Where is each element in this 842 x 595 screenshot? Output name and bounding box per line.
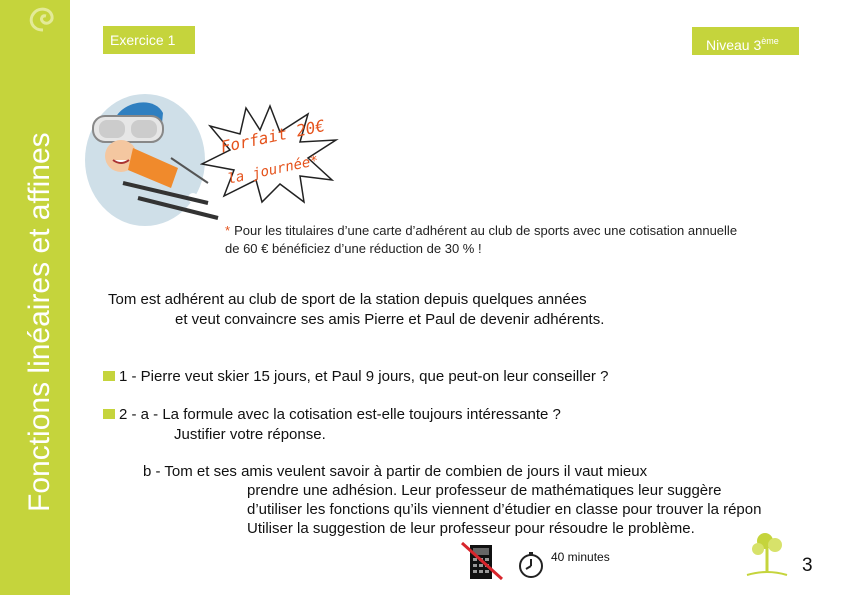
- exercise-tag: [103, 26, 195, 54]
- duration-label: 40 minutes: [551, 550, 610, 564]
- intro-line-2: et veut convaincre ses amis Pierre et Paul de devenir adhérents.: [175, 311, 605, 328]
- footnote-star: *: [225, 223, 231, 238]
- promo-price-text: Forfait 20€: [219, 115, 327, 157]
- exercise-label: Exercice 1: [110, 32, 176, 48]
- question-2a: [103, 405, 561, 445]
- no-calculator-icon: [460, 541, 504, 581]
- bullet-icon: [103, 371, 115, 381]
- bullet-icon: [103, 409, 115, 419]
- sidebar-title: Fonctions linéaires et affines: [23, 132, 56, 512]
- question-2a-justify: Justifier votre réponse.: [174, 426, 326, 443]
- level-superscript: ème: [761, 36, 779, 46]
- clock-icon: [517, 551, 545, 579]
- question-2b-line-4: Utiliser la suggestion de leur professeur pour résoudre le problème.: [247, 520, 695, 537]
- level-tag: [692, 27, 799, 55]
- question-2b-line-3: d’utiliser les fonctions qu’ils viennent d’étudier en classe pour trouver la répon: [247, 501, 762, 518]
- membership-footnote: [225, 222, 745, 258]
- level-label: Niveau 3: [706, 37, 762, 53]
- sidebar: [0, 0, 70, 595]
- tree-logo-icon: [745, 529, 790, 579]
- question-2b: [143, 462, 761, 538]
- question-1-text: 1 - Pierre veut skier 15 jours, et Paul 9 jours, que peut-on leur conseiller ?: [119, 368, 609, 385]
- question-2b-line-1: b - Tom et ses amis veulent savoir à partir de combien de jours il vaut mieux: [143, 463, 648, 480]
- footnote-text: Pour les titulaires d’une carte d’adhérent au club de sports avec une cotisation annuelle de 60 € bénéficiez d’une réduction de 30 % !: [225, 223, 738, 256]
- question-2b-line-2: prendre une adhésion. Leur professeur de mathématiques leur suggère: [247, 482, 722, 499]
- question-1: [103, 367, 608, 387]
- page-number: 3: [802, 555, 813, 576]
- promo-duration-text: la journée*: [226, 152, 321, 188]
- intro-line-1: Tom est adhérent au club de sport de la station depuis quelques années: [108, 291, 587, 308]
- question-2a-text: 2 - a - La formule avec la cotisation est-elle toujours intéressante ?: [119, 406, 561, 423]
- problem-intro: [108, 290, 604, 330]
